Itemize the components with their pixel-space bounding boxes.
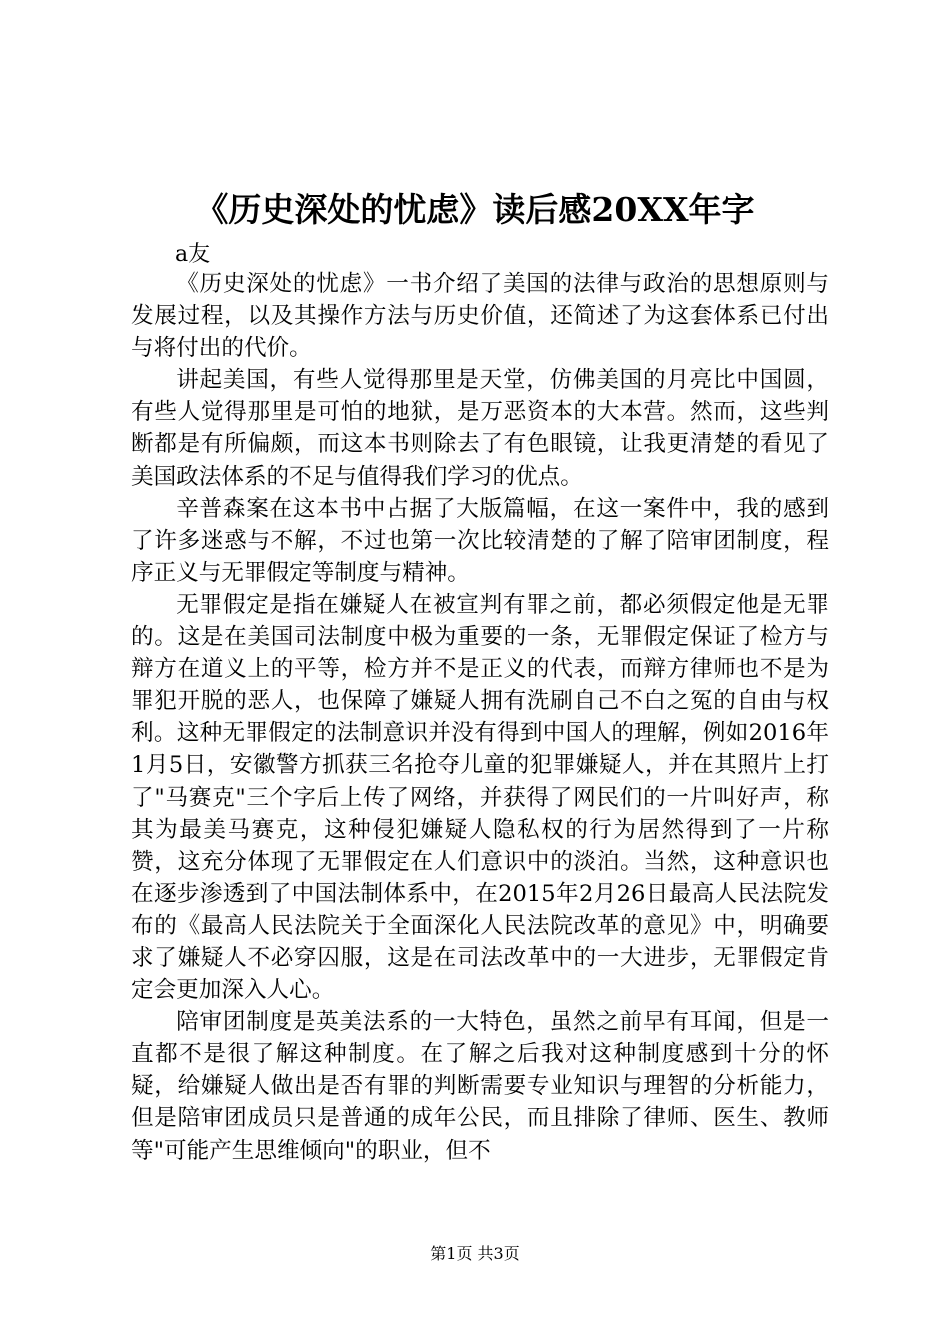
page-number-footer: 第1页 共3页 <box>430 1244 520 1263</box>
author-name: a友 <box>175 242 211 267</box>
paragraph: 陪审团制度是英美法系的一大特色，虽然之前早有耳闻，但是一直都不是很了解这种制度。在了解之后我对这种制度感到十分的怀疑，给嫌疑人做出是否有罪的判断需要专业知识与理智的分析能力，但是陪审团成员只是普通的成年公民，而且排除了律师、医生、教师等"可能产生思维倾向"的职业，但不 <box>131 1009 829 1164</box>
paragraph: 辛普森案在这本书中占据了大版篇幅，在这一案件中，我的感到了许多迷惑与不解，不过也第一次比较清楚的了解了陪审团制度，程序正义与无罪假定等制度与精神。 <box>131 495 829 586</box>
paragraph: 讲起美国，有些人觉得那里是天堂，仿佛美国的月亮比中国圆，有些人觉得那里是可怕的地狱，是万恶资本的大本营。然而，这些判断都是有所偏颇，而这本书则除去了有色眼镜，让我更清楚的看见了美国政法体系的不足与值得我们学习的优点。 <box>131 367 829 490</box>
document-title: 《历史深处的忧虑》读后感20XX年字 <box>195 190 755 229</box>
paragraph: 《历史深处的忧虑》一书介绍了美国的法律与政治的思想原则与发展过程，以及其操作方法与历史价值，还简述了为这套体系已付出与将付出的代价。 <box>131 271 829 362</box>
document-body <box>131 268 829 1167</box>
paragraph: 无罪假定是指在嫌疑人在被宣判有罪之前，都必须假定他是无罪的。这是在美国司法制度中极为重要的一条，无罪假定保证了检方与辩方在道义上的平等，检方并不是正义的代表，而辩方律师也不是为罪犯开脱的恶人，也保障了嫌疑人拥有洗刷自己不白之冤的自由与权利。这种无罪假定的法制意识并没有得到中国人的理解，例如2016年1月5日，安徽警方抓获三名抢夺儿童的犯罪嫌疑人，并在其照片上打了"马赛克"三个字后上传了网络，并获得了网民们的一片叫好声，称其为最美马赛克，这种侵犯嫌疑人隐私权的行为居然得到了一片称赞，这充分体现了无罪假定在人们意识中的淡泊。当然，这种意识也在逐步渗透到了中国法制体系中，在2015年2月26日最高人民法院发布的《最高人民法院关于全面深化人民法院改革的意见》中，明确要求了嫌疑人不必穿囚服，这是在司法改革中的一大进步，无罪假定肯定会更加深入人心。 <box>131 591 829 1004</box>
